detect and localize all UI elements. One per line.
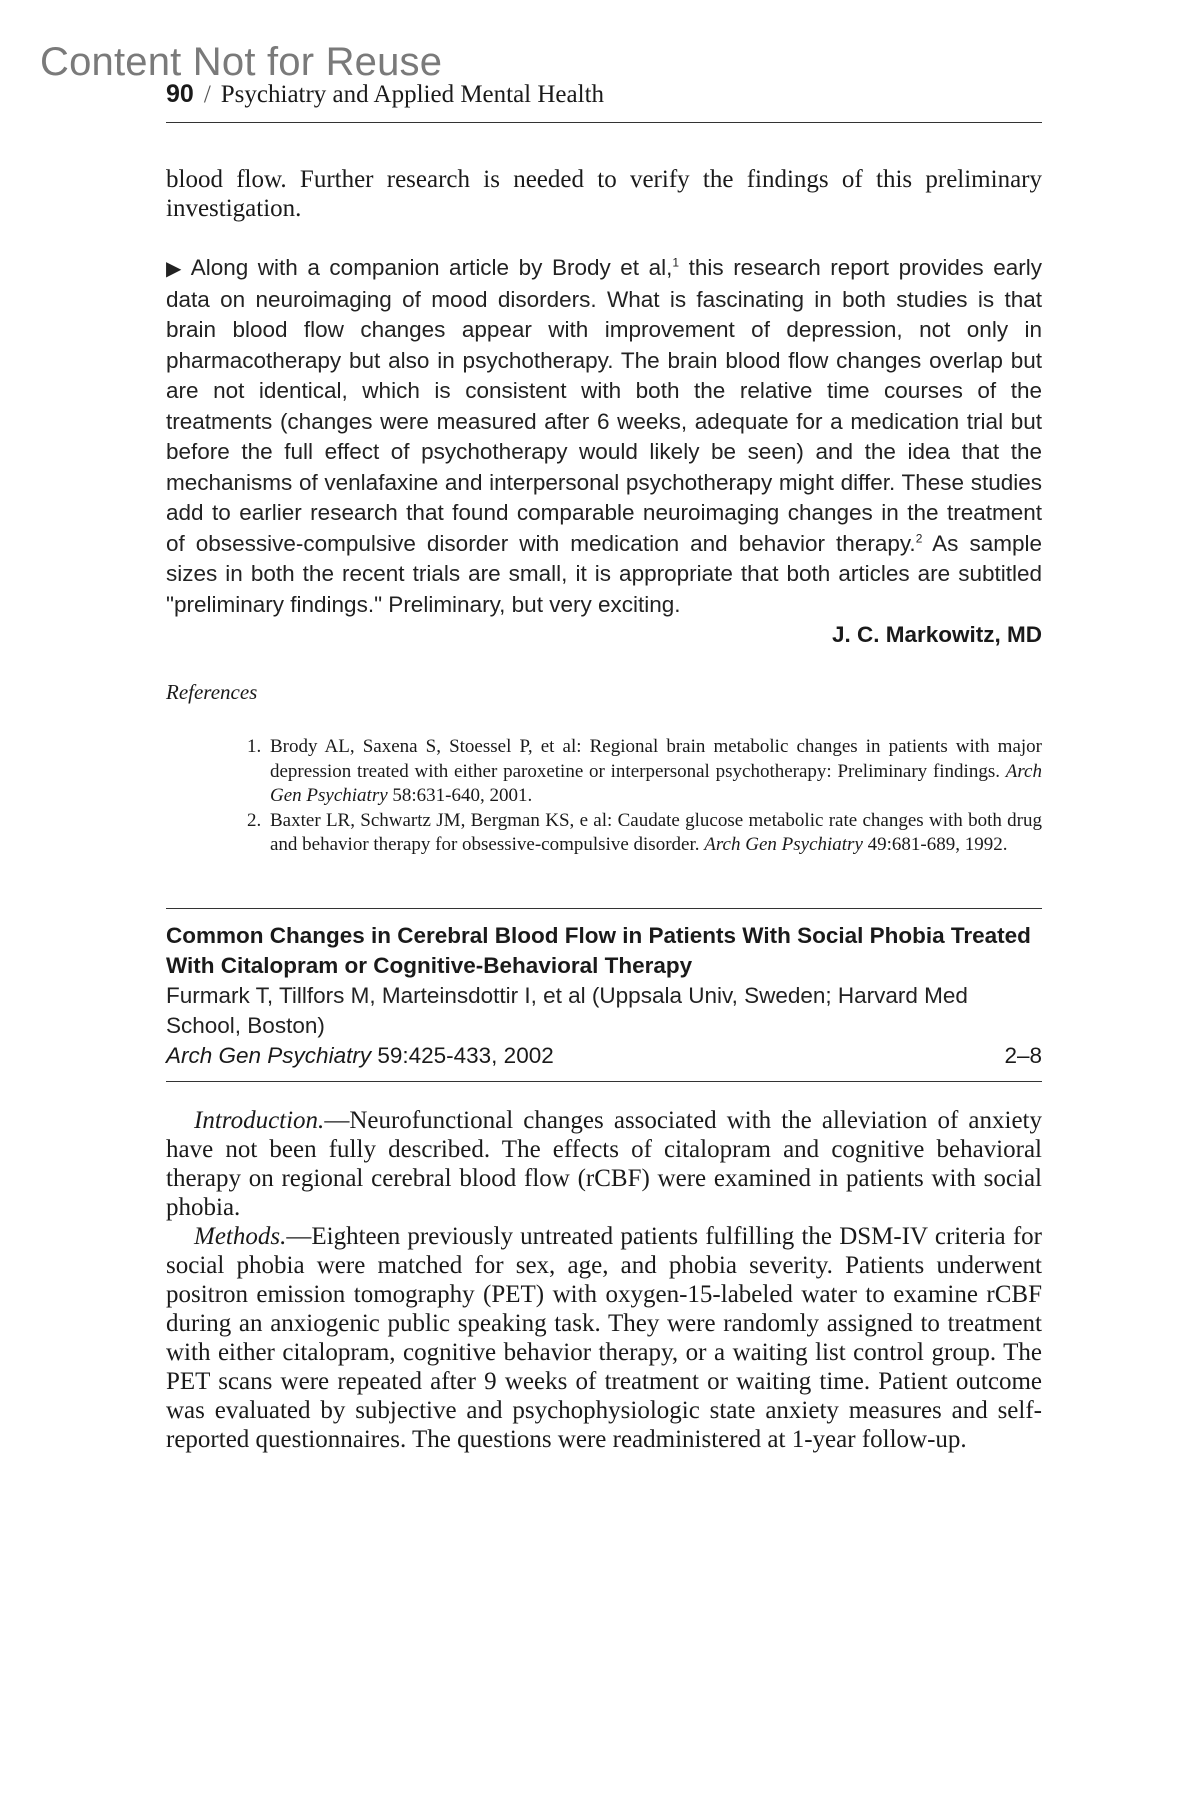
abstract-citation	[166, 1041, 554, 1071]
watermark: Content Not for Reuse	[40, 40, 443, 84]
reference-item	[266, 735, 1042, 809]
abstract-authors: Furmark T, Tillfors M, Marteinsdottir I, et al (Uppsala Univ, Sweden; Harvard Med School, Boston)	[166, 982, 968, 1038]
introduction-text: —Neurofunctional changes associated with the alleviation of anxiety have not been fully described. The effects of citalopram and cognitive behavioral therapy on regional cerebral blood flow (rCBF) were examined in patients with social phobia.	[166, 1106, 1042, 1221]
abstract-body	[166, 1106, 1042, 1454]
abstract-number: 2–8	[1004, 1042, 1042, 1068]
methods-text: —Eighteen previously untreated patients fulfilling the DSM-IV criteria for social phobia were matched for sex, age, and phobia severity. Patients underwent positron emission tomography (PET) with oxygen-15-labeled water to examine rCBF during an anxiogenic public speaking task. They were randomly assigned to treatment with either citalopram, cognitive behavior therapy, or a waiting list control group. The PET scans were repeated after 9 weeks of treatment or waiting time. Patient outcome was evaluated by subjective and psychophysiologic state anxiety measures and self-reported questionnaires. The questions were readministered at 1-year follow-up.	[166, 1222, 1042, 1453]
references-list	[166, 735, 1042, 858]
abstract-header	[166, 908, 1042, 1082]
commentary-author: J. C. Markowitz, MD	[831, 622, 1042, 647]
header-separator: /	[203, 81, 211, 108]
commentary-paragraph	[166, 253, 1042, 620]
running-header	[166, 80, 1042, 123]
reference-marker-2: 2	[915, 531, 923, 545]
reference-marker-1: 1	[672, 255, 680, 270]
reference-journal: Arch Gen Psychiatry	[704, 834, 863, 855]
abstract-volume: 59:425-433, 2002	[371, 1042, 554, 1068]
methods-paragraph	[166, 1222, 1042, 1454]
page-number: 90	[166, 80, 194, 108]
introduction-label: Introduction.	[194, 1106, 325, 1134]
abstract-title: Common Changes in Cerebral Blood Flow in Patients With Social Phobia Treated With Citalopram or Cognitive-Behavioral Therapy	[166, 922, 1031, 978]
page	[166, 0, 1042, 1454]
abstract-citation-line	[166, 1041, 1042, 1082]
commentary-text-1: Along with a companion article by Brody et al,	[190, 255, 673, 280]
journal-title: Psychiatry and Applied Mental Health	[220, 81, 605, 108]
methods-label: Methods.	[194, 1222, 287, 1250]
arrow-bullet-icon: ▶	[166, 258, 185, 280]
reference-text: Baxter LR, Schwartz JM, Bergman KS, e al: Caudate glucose metabolic rate changes with both drug and behavior therapy for obsessive-compulsive disorder.	[270, 809, 1042, 855]
reference-journal: Arch Gen Psychiatry	[270, 760, 1042, 806]
commentary-text-3: As sample sizes in both the recent trials are small, it is appropriate that both articles are subtitled "preliminary findings." Preliminary, but very exciting.	[166, 530, 1042, 617]
reference-citation: 58:631-640, 2001.	[387, 785, 533, 806]
continuation-paragraph: blood flow. Further research is needed to verify the findings of this preliminary investigation.	[166, 166, 1042, 222]
introduction-paragraph	[166, 1106, 1042, 1222]
commentary-text-2: this research report provides early data on neuroimaging of mood disorders. What is fascinating in both studies is that brain blood flow changes appear with improvement of depression, not only in pharmacotherapy but also in psychotherapy. The brain blood flow changes overlap but are not identical, which is consistent with both the relative time courses of the treatments (changes were measured after 6 weeks, adequate for a medication trial but before the full effect of psychotherapy would likely be seen) and the idea that the mechanisms of venlafaxine and interpersonal psychotherapy might differ. These studies add to earlier research that found comparable neuroimaging changes in the treatment of obsessive-compulsive disorder with medication and behavior therapy.	[166, 255, 1042, 556]
abstract-journal: Arch Gen Psychiatry	[166, 1042, 372, 1068]
reference-citation: 49:681-689, 1992.	[862, 834, 1008, 855]
reference-item	[266, 809, 1042, 858]
reference-text: Brody AL, Saxena S, Stoessel P, et al: Regional brain metabolic changes in patients with major depression treated with either paroxetine or interpersonal psychotherapy: Preliminary findings.	[270, 736, 1042, 782]
references-heading: References	[166, 680, 258, 704]
